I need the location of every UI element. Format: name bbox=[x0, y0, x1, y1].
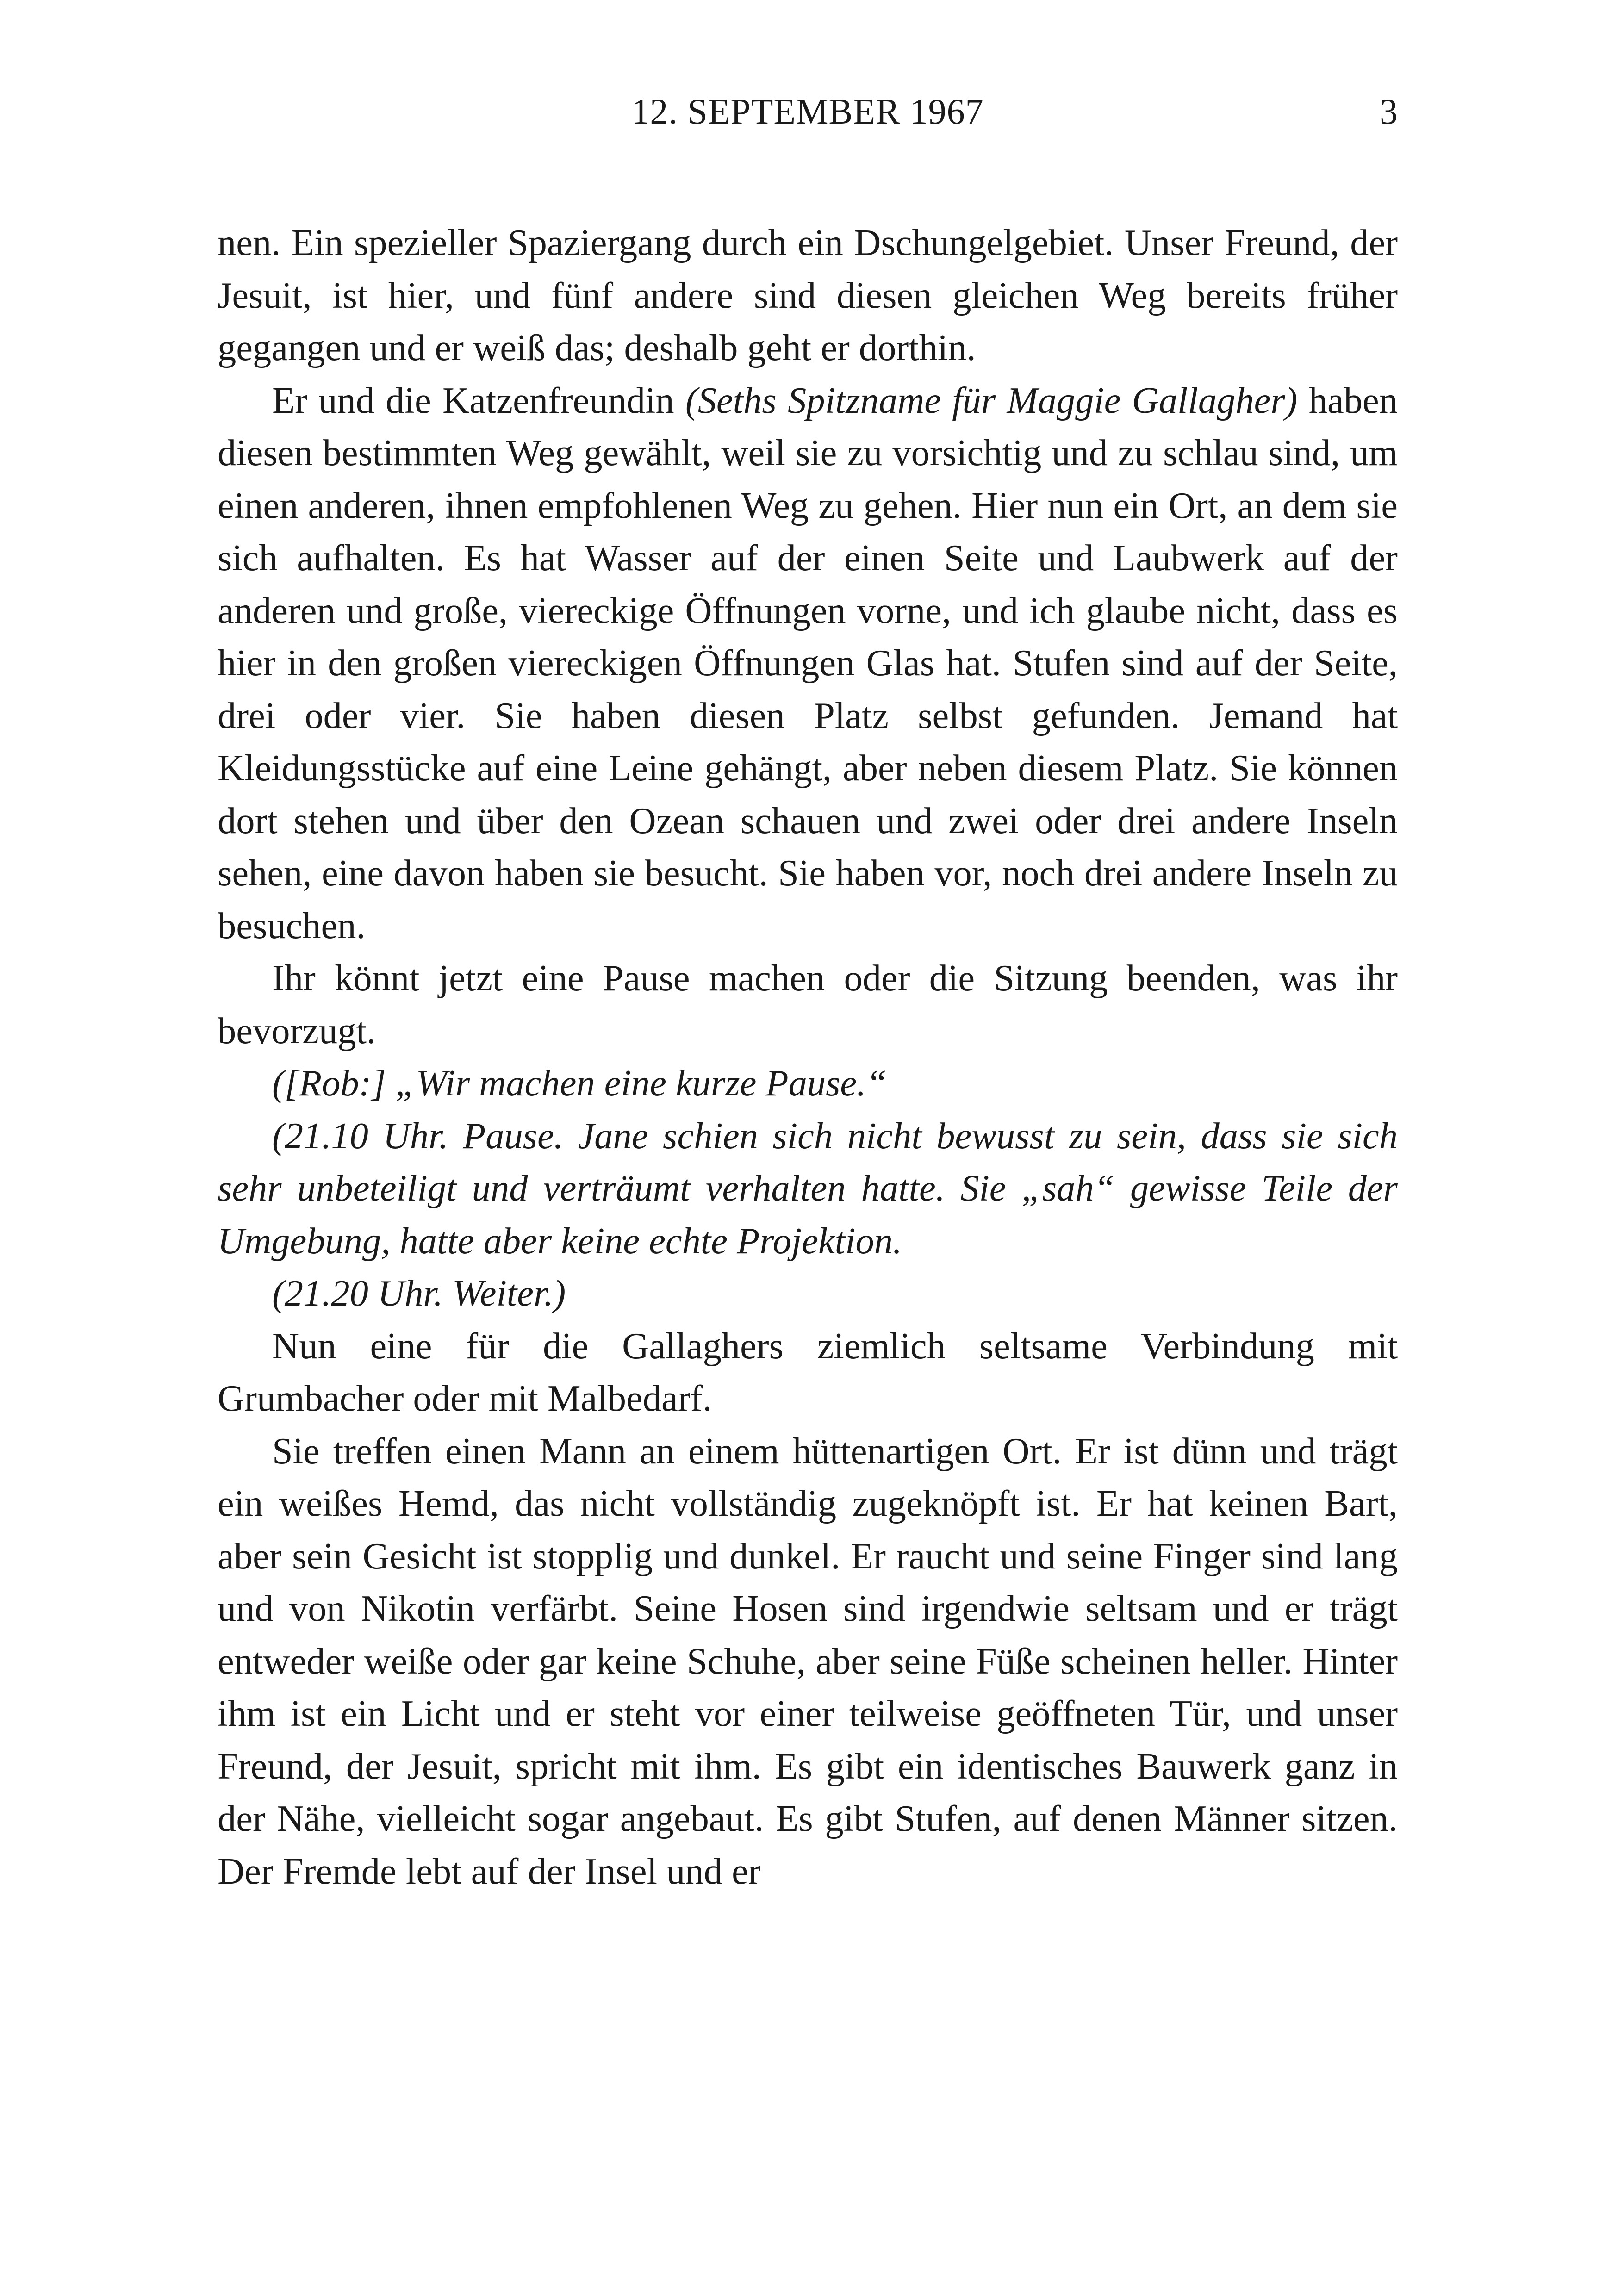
body-text bbox=[218, 217, 1398, 1898]
paragraph-5-break-note: (21.10 Uhr. Pause. Jane schien sich nicht bewusst zu sein, dass sie sich sehr unbeteiligt und verträumt verhalten hatte. Sie „sah“ gewisse Teile der Umgebung, hatte aber keine echte Projektion. bbox=[218, 1115, 1398, 1262]
paragraph-2-editorial-note: (Seths Spitzname für Maggie Gallagher) bbox=[685, 380, 1298, 421]
paragraph-4-rob-remark: ([Rob:] „Wir machen eine kurze Pause.“ bbox=[272, 1063, 887, 1104]
paragraph-8: Sie treffen einen Mann an einem hüttenartigen Ort. Er ist dünn und trägt ein weißes Hemd, das nicht vollständig zugeknöpft ist. Er hat keinen Bart, aber sein Gesicht ist stopplig und dunkel. Er raucht und seine Finger sind lang und von Nikotin verfärbt. Seine Hosen sind irgendwie seltsam und er trägt entweder weiße oder gar keine Schuhe, aber seine Füße scheinen heller. Hinter ihm ist ein Licht und er steht vor einer teilweise geöffneten Tür, und unser Freund, der Jesuit, spricht mit ihm. Es gibt ein identisches Bauwerk ganz in der Nähe, vielleicht sogar angebaut. Es gibt Stufen, auf denen Männer sitzen. Der Fremde lebt auf der Insel und er bbox=[218, 1430, 1398, 1892]
page-header bbox=[218, 91, 1398, 146]
paragraph-2-text-a: Er und die Katzenfreundin bbox=[272, 380, 685, 421]
page-number: 3 bbox=[1380, 91, 1398, 131]
paragraph-3: Ihr könnt jetzt eine Pause machen oder die Sitzung beenden, was ihr bevorzugt. bbox=[218, 958, 1398, 1052]
paragraph-6-resume-note: (21.20 Uhr. Weiter.) bbox=[272, 1273, 566, 1314]
paragraph-1: nen. Ein spezieller Spaziergang durch ein Dschungelgebiet. Unser Freund, der Jesuit, ist hier, und fünf andere sind diesen gleichen Weg bereits früher gegangen und er weiß das; deshalb geht er dorthin. bbox=[218, 222, 1398, 368]
paragraph-2-text-b: haben diesen bestimmten Weg gewählt, weil sie zu vorsichtig und zu schlau sind, um einen anderen, ihnen empfohlenen Weg zu gehen. Hier nun ein Ort, an dem sie sich aufhalten. Es hat Wasser auf der einen Seite und Laubwerk auf der anderen und große, viereckige Öffnungen vorne, und ich glaube nicht, dass es hier in den großen viereckigen Öffnungen Glas hat. Stufen sind auf der Seite, drei oder vier. Sie haben diesen Platz selbst gefunden. Jemand hat Kleidungsstücke auf eine Leine gehängt, aber neben diesem Platz. Sie können dort stehen und über den Ozean schauen und zwei oder drei andere Inseln sehen, eine davon haben sie besucht. Sie haben vor, noch drei andere Inseln zu besuchen. bbox=[218, 380, 1398, 946]
running-head: 12. SEPTEMBER 1967 bbox=[631, 91, 984, 131]
paragraph-7: Nun eine für die Gallaghers ziemlich seltsame Verbindung mit Grumbacher oder mit Malbedarf. bbox=[218, 1325, 1398, 1419]
paragraph-2 bbox=[218, 374, 1398, 952]
